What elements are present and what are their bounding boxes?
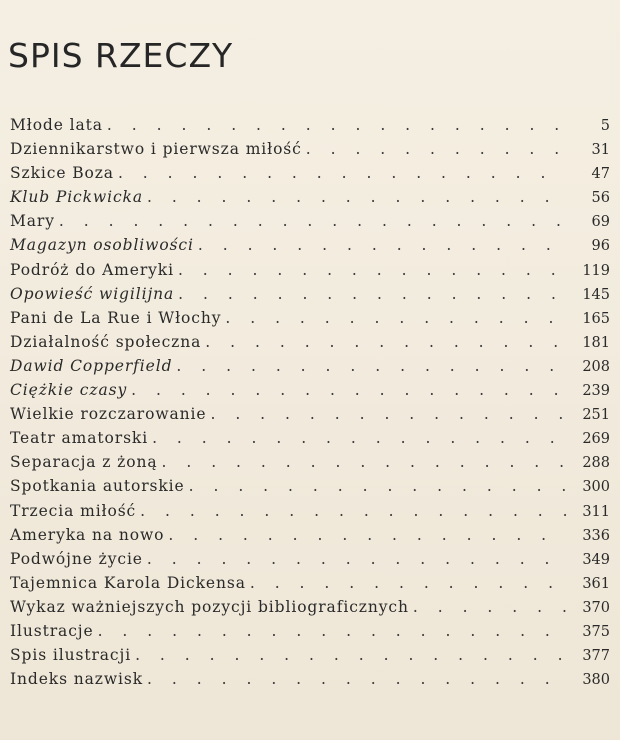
dot-leader bbox=[140, 499, 566, 523]
toc-entry bbox=[10, 354, 610, 378]
dot-leader bbox=[306, 137, 566, 161]
dot-leader bbox=[161, 450, 566, 474]
dot-leader bbox=[147, 185, 566, 209]
toc-entry-page-number: 69 bbox=[591, 214, 610, 231]
toc-entry-page-number: 119 bbox=[582, 262, 610, 279]
toc-entry-title: Podwójne życie bbox=[10, 549, 143, 568]
toc-entry-title: Podróż do Ameryki bbox=[10, 260, 174, 279]
toc-entry bbox=[10, 137, 610, 161]
toc-entry-page-number: 5 bbox=[600, 118, 610, 134]
dot-leader bbox=[198, 233, 566, 257]
dot-leader bbox=[413, 595, 566, 619]
toc-entry-title: Wykaz ważniejszych pozycji bibliograficznych bbox=[10, 597, 409, 616]
toc-entry-page-number: 300 bbox=[582, 479, 610, 496]
toc-entry-title: Wielkie rozczarowanie bbox=[10, 405, 207, 424]
toc-entry bbox=[10, 306, 610, 330]
toc-entry bbox=[10, 185, 610, 209]
toc-entry-title: Dziennikarstwo i pierwsza miłość bbox=[10, 140, 302, 159]
toc-entry-page-number: 165 bbox=[582, 310, 610, 327]
toc-entry-title: Tajemnica Karola Dickensa bbox=[10, 573, 246, 592]
toc-entry bbox=[10, 571, 610, 595]
toc-entry-page-number: 380 bbox=[582, 672, 610, 689]
dot-leader bbox=[131, 378, 566, 402]
toc-entry-page-number: 370 bbox=[582, 599, 610, 616]
toc-entry-page-number: 269 bbox=[582, 431, 610, 448]
toc-entry-title: Działalność społeczna bbox=[10, 332, 202, 351]
toc-entry bbox=[10, 547, 610, 571]
dot-leader bbox=[178, 282, 566, 306]
toc-entry-title: Trzecia miłość bbox=[10, 501, 137, 520]
toc-entry-title: Spotkania autorskie bbox=[10, 477, 185, 496]
toc-entry bbox=[10, 282, 610, 306]
toc-entry bbox=[10, 209, 610, 233]
toc-entry-title: Magazyn osobliwości bbox=[10, 236, 194, 255]
toc-entry bbox=[10, 595, 610, 619]
toc-entry bbox=[10, 619, 610, 643]
toc-entry-title: Indeks nazwisk bbox=[10, 670, 144, 689]
dot-leader bbox=[152, 426, 566, 450]
dot-leader bbox=[135, 643, 566, 667]
toc-entry bbox=[10, 258, 610, 282]
dot-leader bbox=[250, 571, 566, 595]
toc-entry-page-number: 336 bbox=[582, 527, 610, 544]
toc-entry bbox=[10, 499, 610, 523]
toc-entry-title: Spis ilustracji bbox=[10, 646, 132, 665]
toc-entry-page-number: 208 bbox=[582, 358, 610, 375]
dot-leader bbox=[178, 258, 566, 282]
toc-entry-title: Pani de La Rue i Włochy bbox=[10, 308, 222, 327]
dot-leader bbox=[176, 354, 566, 378]
dot-leader bbox=[225, 306, 566, 330]
dot-leader bbox=[107, 113, 566, 137]
toc-entry-page-number: 96 bbox=[591, 238, 610, 255]
toc-entry-page-number: 31 bbox=[591, 142, 610, 159]
toc-entry-title: Separacja z żoną bbox=[10, 453, 158, 472]
dot-leader bbox=[118, 161, 566, 185]
toc-entry-title: Młode lata bbox=[10, 116, 103, 134]
toc-entry-page-number: 239 bbox=[582, 383, 610, 400]
toc-entry bbox=[10, 667, 610, 691]
dot-leader bbox=[168, 523, 566, 547]
dot-leader bbox=[210, 402, 566, 426]
toc-entry-page-number: 361 bbox=[582, 575, 610, 592]
toc-entry bbox=[10, 161, 610, 185]
toc-entry-title: Ciężkie czasy bbox=[10, 381, 128, 400]
toc-entry bbox=[10, 402, 610, 426]
toc-entry-title: Ilustracje bbox=[10, 621, 94, 640]
toc-entry bbox=[10, 426, 610, 450]
toc-entry-title: Dawid Copperfield bbox=[10, 356, 173, 375]
toc-entry-page-number: 56 bbox=[591, 190, 610, 207]
toc-entry bbox=[10, 233, 610, 257]
toc-entry-page-number: 349 bbox=[582, 551, 610, 568]
toc-entry bbox=[10, 643, 610, 667]
toc-entry bbox=[10, 474, 610, 498]
toc-entry bbox=[10, 523, 610, 547]
toc-entry-title: Klub Pickwicka bbox=[10, 188, 143, 207]
toc-entry-page-number: 47 bbox=[591, 166, 610, 183]
page-title: SPIS RZECZY bbox=[8, 36, 234, 76]
dot-leader bbox=[147, 667, 566, 691]
toc-entry-page-number: 375 bbox=[582, 623, 610, 640]
toc-entry-title: Opowieść wigilijna bbox=[10, 284, 175, 303]
dot-leader bbox=[189, 474, 566, 498]
dot-leader bbox=[59, 209, 566, 233]
toc-entry-page-number: 377 bbox=[582, 648, 610, 665]
toc-entry bbox=[10, 378, 610, 402]
toc-entry bbox=[10, 113, 610, 137]
toc-entry-page-number: 251 bbox=[582, 407, 610, 424]
toc-entry-title: Mary bbox=[10, 212, 55, 231]
dot-leader bbox=[205, 330, 566, 354]
toc-entry-page-number: 311 bbox=[582, 503, 610, 520]
dot-leader bbox=[147, 547, 566, 571]
toc-entry bbox=[10, 330, 610, 354]
toc-entry-page-number: 181 bbox=[582, 334, 610, 351]
toc-entry-page-number: 145 bbox=[582, 286, 610, 303]
table-of-contents bbox=[10, 113, 610, 691]
dot-leader bbox=[98, 619, 566, 643]
toc-entry-title: Teatr amatorski bbox=[10, 429, 149, 448]
toc-entry-title: Szkice Boza bbox=[10, 164, 114, 183]
toc-entry bbox=[10, 450, 610, 474]
toc-entry-title: Ameryka na nowo bbox=[10, 525, 165, 544]
toc-entry-page-number: 288 bbox=[582, 455, 610, 472]
